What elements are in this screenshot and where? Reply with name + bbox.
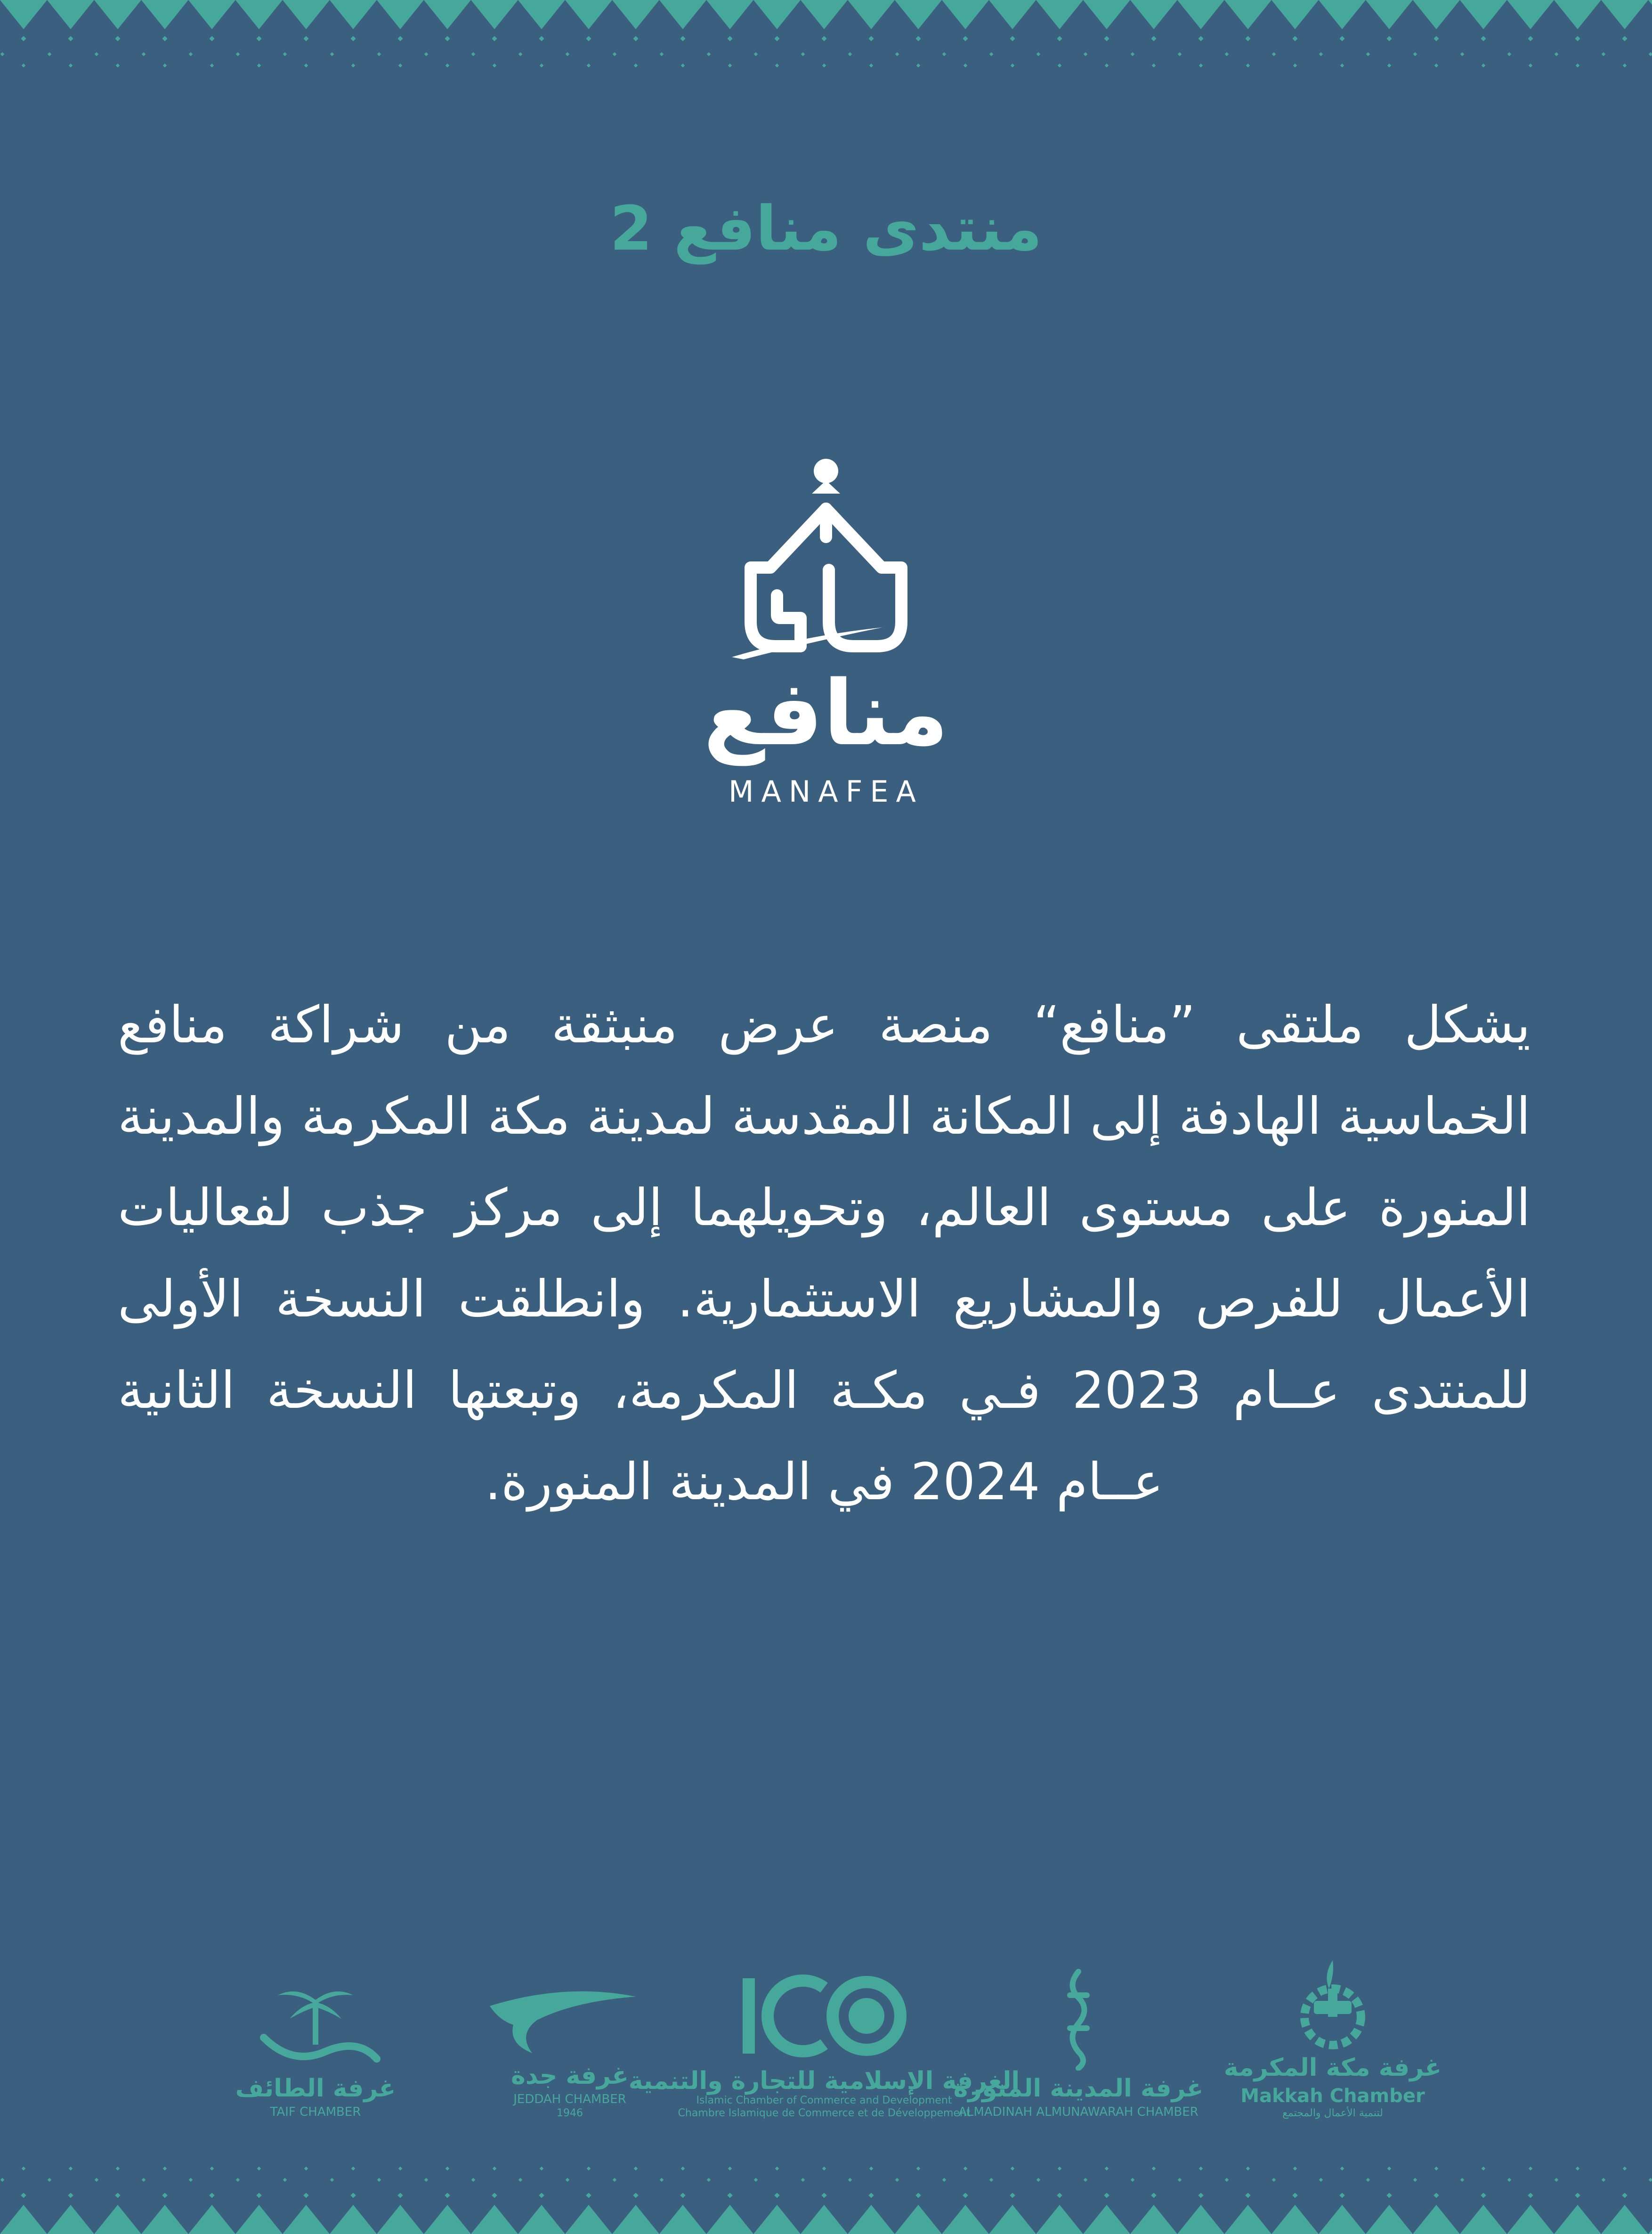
brushstroke-logo-icon <box>480 1978 659 2058</box>
partner-madinah-chamber <box>953 1922 1204 2120</box>
ornament-icon <box>0 2154 1652 2234</box>
gear-logo-icon <box>1276 1956 1389 2050</box>
partner-jeddah-year: 1946 <box>557 2107 583 2119</box>
partner-makkah-tagline: لتنمية الأعمال والمجتمع <box>1282 2107 1383 2119</box>
partner-makkah-chamber <box>1222 1922 1443 2120</box>
partner-madinah-name-ar: غرفة المدينة المنورة <box>953 2074 1204 2103</box>
palm-logo-icon <box>245 1976 386 2071</box>
ornament-icon <box>0 0 1652 80</box>
partner-taif-chamber <box>205 1922 426 2120</box>
partner-taif-name-ar: غرفة الطائف <box>235 2074 396 2103</box>
calligraphy-logo-icon <box>1041 1967 1116 2071</box>
partner-icci-name-en: Islamic Chamber of Commerce and Development <box>696 2095 952 2107</box>
partner-icci-name-fr: Chambre Islamique de Commerce et de Développement <box>678 2107 971 2119</box>
partner-jeddah-name-ar: غرفة جدة <box>511 2062 629 2090</box>
bottom-pattern-border <box>0 2154 1652 2234</box>
partner-islamic-chamber <box>628 1922 1020 2120</box>
logo-english-name: MANAFEA <box>729 774 923 809</box>
logo-arabic-name: منافع <box>703 661 949 765</box>
description-paragraph: يشكل ملتقى ”منافع“ منصة عرض منبثقة من شراكة منافع الخماسية الهادفة إلى المكانة المقدسة لمدينة مكة المكرمة والمدينة المنورة على مستوى العالم، وتحويلهما إلى مركز جذب لفعاليات الأعمال للفرص والمشاريع الاستثمارية. وانطلقت النسخة الأولى للمنتدى عــام 2023 فـي مكـة المكرمة، وتبعتها النسخة الثانية عــام 2024 في المدينة المنورة. <box>118 996 1531 1511</box>
partner-logos <box>188 1908 1460 2120</box>
partner-jeddah-name-en: JEDDAH CHAMBER <box>513 2092 626 2107</box>
manafea-logo <box>661 414 991 815</box>
page-title: منتدى منافع 2 <box>609 193 1043 264</box>
partner-makkah-name-en: Makkah Chamber <box>1240 2085 1425 2107</box>
partner-makkah-name-ar: غرفة مكة المكرمة <box>1223 2054 1442 2082</box>
partner-madinah-name-en: ALMADINAH ALMUNAWARAH CHAMBER <box>958 2104 1199 2119</box>
partner-icci-name-ar: الغرفة الإسلامية للتجارة والتنمية <box>628 2067 1020 2096</box>
top-pattern-border <box>0 0 1652 80</box>
ico-logo-icon <box>735 1969 914 2063</box>
partner-taif-name-en: TAIF CHAMBER <box>270 2104 361 2119</box>
